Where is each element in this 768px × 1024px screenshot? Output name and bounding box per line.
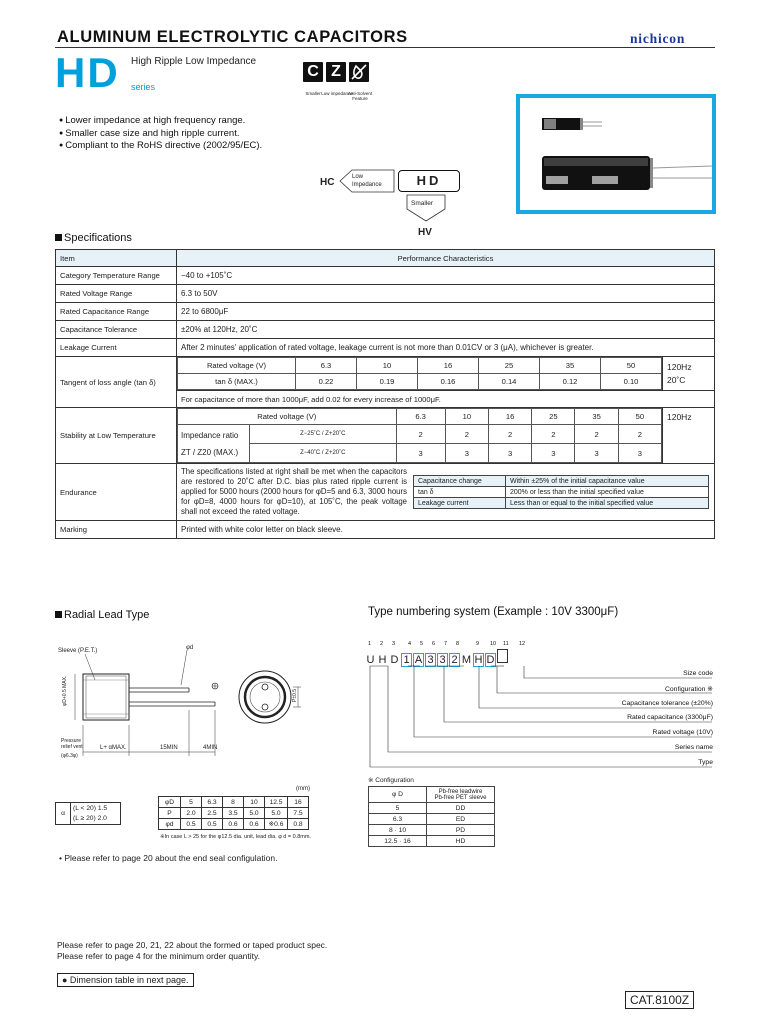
z40-value: 3 — [575, 444, 618, 463]
dim-p-cell: P — [159, 808, 181, 819]
code-char-boxed: A — [414, 654, 423, 666]
config-cell: ED — [427, 814, 495, 825]
radial-lead-drawing — [55, 640, 315, 770]
anti-solvent-caption: Anti-Solvent Feature — [347, 91, 373, 101]
endurance-item-value: Less than or equal to the initial specified value — [506, 498, 709, 509]
voltage-label: Rated Voltage Range — [56, 285, 177, 303]
dim-header: 8 — [223, 797, 244, 808]
tan-voltage: 50 — [601, 358, 662, 374]
position-number: 11 — [503, 641, 509, 647]
config-cell: DD — [427, 803, 495, 814]
config-cell: 8 · 10 — [369, 825, 427, 836]
tan-max-label: tan δ (MAX.) — [178, 374, 296, 390]
endurance-item-name: tan δ — [414, 487, 506, 498]
flow-hd-box — [398, 170, 460, 192]
dim-d-cell: ※0.6 — [265, 819, 288, 830]
dim-d-cell: 0.5 — [202, 819, 223, 830]
tan-temp: 20˚C — [667, 374, 686, 385]
dimension-table — [158, 796, 309, 830]
series-subtitle: High Ripple Low Impedance — [131, 56, 257, 67]
position-number: 4 — [408, 641, 412, 647]
dim-header: 10 — [244, 797, 265, 808]
stability-freq: 120Hz — [663, 408, 715, 464]
flow-hv: HV — [418, 227, 432, 238]
page-title: ALUMINUM ELECTROLYTIC CAPACITORS — [57, 28, 408, 46]
tan-voltage: 10 — [357, 358, 418, 374]
sleeve-label: Sleeve (P.E.T.) — [58, 648, 98, 654]
flow-hc: HC — [320, 177, 335, 188]
series-name-label: Series name — [674, 744, 713, 751]
dim-header: 16 — [288, 797, 309, 808]
specifications-heading: Specifications — [55, 232, 132, 244]
config-cell: HD — [427, 836, 495, 847]
tan-value: 0.16 — [418, 374, 479, 390]
bullet-item: ● Smaller case size and high ripple current. — [59, 128, 262, 141]
radial-lead-heading: Radial Lead Type — [55, 609, 149, 621]
configuration-table — [368, 786, 495, 847]
specifications-table — [55, 249, 715, 539]
flow-low-impedance: Low Impedance — [352, 174, 382, 188]
dim-d-cell: 0.8 — [288, 819, 309, 830]
z40-value: 3 — [618, 444, 661, 463]
stability-label: Stability at Low Temperature — [56, 408, 177, 464]
alpha-row: (L ≥ 20) 2.0 — [71, 814, 121, 825]
tan-label: Tangent of loss angle (tan δ) — [56, 357, 177, 408]
bullet-item: ● Compliant to the RoHS directive (2002/95/EC). — [59, 140, 262, 153]
z25-value: 2 — [488, 425, 531, 444]
voltage-value: 6.3 to 50V — [177, 285, 715, 303]
z25-value: 2 — [532, 425, 575, 444]
flow-smaller: Smaller — [411, 200, 434, 207]
code-char: D — [390, 654, 399, 666]
z40-value: 3 — [488, 444, 531, 463]
stability-voltage: 6.3 — [396, 409, 445, 425]
configuration-label: Configuration ※ — [664, 686, 713, 693]
impedance-ratio-label: Impedance ratio — [181, 430, 239, 440]
capacitance-value: 22 to 6800μF — [177, 303, 715, 321]
z25-value: 2 — [618, 425, 661, 444]
configuration-title: ※ Configuration — [368, 777, 414, 784]
stability-rv-label: Rated voltage (V) — [178, 409, 397, 425]
tan-value: 0.14 — [479, 374, 540, 390]
endurance-item-name: Capacitance change — [414, 476, 506, 487]
rated-voltage-label: Rated voltage (10V) — [652, 729, 713, 736]
dim-note: ※In case L > 25 for the φ12.5 dia. unit, lead dia. φ d = 0.8mm. — [160, 834, 311, 840]
config-cell: 5 — [369, 803, 427, 814]
position-number: 3 — [392, 641, 396, 647]
stability-voltage: 10 — [445, 409, 488, 425]
code-char-boxed: H — [474, 654, 483, 666]
tan-note: For capacitance of more than 1000μF, add 0.02 for every increase of 1000μF. — [177, 391, 715, 408]
code-char-boxed: D — [486, 654, 495, 666]
temp-label: Category Temperature Range — [56, 267, 177, 285]
length-label: L+ αMAX. — [100, 745, 127, 751]
position-number: 6 — [432, 641, 436, 647]
endurance-criteria-table — [413, 475, 709, 509]
size-code-label: Size code — [683, 670, 713, 677]
dim-header: 5 — [181, 797, 202, 808]
tolerance-label: Capacitance Tolerance — [56, 321, 177, 339]
bullet-item: ● Lower impedance at high frequency range. — [59, 115, 262, 128]
position-number: 1 — [368, 641, 372, 647]
dim-d-cell: 0.5 — [181, 819, 202, 830]
tolerance-value: ±20% at 120Hz, 20˚C — [177, 321, 715, 339]
code-char-boxed: 3 — [425, 653, 436, 667]
low-impedance-caption: Low impedance — [321, 91, 353, 96]
tan-value: 0.19 — [357, 374, 418, 390]
dim-header: φD — [159, 797, 181, 808]
code-char-boxed: 3 — [437, 653, 448, 667]
dim-header: 6.3 — [202, 797, 223, 808]
code-char-boxed: 1 — [401, 653, 412, 667]
impedance-ratio-sub: ZT / Z20 (MAX.) — [181, 447, 239, 457]
flow-arrow-down — [406, 194, 446, 222]
dim-d-cell: φd — [159, 819, 181, 830]
position-number: 2 — [380, 641, 384, 647]
product-photo — [516, 94, 716, 214]
lead-dia-label: φd — [186, 645, 194, 651]
tan-voltage: 6.3 — [296, 358, 357, 374]
position-number: 5 — [420, 641, 424, 647]
z25-label: Z−25˚C / Z+20˚C — [250, 425, 397, 444]
pressure-vent-label: Pressure relief vent — [61, 738, 83, 750]
z40-value: 3 — [532, 444, 575, 463]
item-header: Item — [56, 250, 177, 267]
code-char: M — [461, 654, 472, 666]
dim-p-cell: 3.5 — [223, 808, 244, 819]
smaller-feature-icon: C — [303, 62, 323, 82]
lead-length-4: 4MIN — [203, 745, 218, 751]
dim-p-cell: 5.0 — [244, 808, 265, 819]
tolerance-code-label: Capacitance tolerance (±20%) — [621, 700, 713, 707]
type-numbering-heading: Type numbering system (Example : 10V 3300μF) — [368, 606, 619, 618]
code-char: H — [378, 654, 387, 666]
type-label: Type — [698, 759, 713, 766]
config-head-leadwire: Pb-free leadwire — [438, 788, 483, 795]
pitch-label: P±0.5 — [292, 688, 298, 702]
brand-logo: nichicon — [630, 31, 686, 46]
stability-voltage: 16 — [488, 409, 531, 425]
feature-bullets — [59, 115, 262, 153]
z25-value: 2 — [445, 425, 488, 444]
dim-d-cell: 0.6 — [244, 819, 265, 830]
unit-label: (mm) — [296, 786, 310, 792]
position-number: 9 — [476, 641, 480, 647]
tan-voltage: 35 — [540, 358, 601, 374]
endurance-label: Endurance — [56, 464, 177, 521]
dim-p-cell: 7.5 — [288, 808, 309, 819]
dim-p-cell: 5.0 — [265, 808, 288, 819]
capacitance-label: Rated Capacitance Range — [56, 303, 177, 321]
stability-voltage: 50 — [618, 409, 661, 425]
config-cell: 12.5 · 16 — [369, 836, 427, 847]
footer-note-2: Please refer to page 4 for the minimum order quantity. — [57, 951, 260, 961]
alpha-table — [55, 802, 121, 825]
dim-p-cell: 2.0 — [181, 808, 202, 819]
tan-table — [177, 357, 662, 390]
pressure-vent-note: (φ6.3φ) — [61, 753, 78, 759]
marking-value: Printed with white color letter on black sleeve. — [177, 521, 715, 539]
z25-value: 2 — [575, 425, 618, 444]
rated-capacitance-label: Rated capacitance (3300μF) — [627, 714, 713, 721]
endurance-text: The specifications listed at right shall be met when the capacitors are restored to 20˚C after D.C. bias plus rated ripple current is applied for 5000 hours (2000 hours for φD=5 and 6.3, 3000 hours for φD=8, 4000 hours for φD=10), at 105˚C, the peak voltage shall not exceed the rated voltage. — [181, 467, 407, 516]
end-seal-note: • Please refer to page 20 about the end seal configulation. — [59, 853, 278, 863]
flow-hd-label: HD — [416, 173, 442, 188]
config-head-phi: φ D — [369, 787, 427, 803]
endurance-item-value: 200% or less than the initial specified value — [506, 487, 709, 498]
leakage-label: Leakage Current — [56, 339, 177, 357]
tan-freq: 120Hz — [667, 361, 692, 372]
anti-solvent-feature-icon — [349, 62, 369, 82]
tan-voltage: 25 — [479, 358, 540, 374]
body-dia-label: φD+0.5 MAX. — [62, 675, 68, 706]
code-char: U — [366, 654, 375, 666]
config-cell: PD — [427, 825, 495, 836]
dim-header: 12.5 — [265, 797, 288, 808]
tan-voltage: 16 — [418, 358, 479, 374]
stability-table — [177, 408, 662, 463]
z40-label: Z−40˚C / Z+20˚C — [250, 444, 397, 463]
code-char-boxed: 2 — [449, 653, 460, 667]
z40-value: 3 — [396, 444, 445, 463]
code-char-boxed — [497, 649, 508, 663]
tan-value: 0.12 — [540, 374, 601, 390]
alpha-symbol: α — [56, 803, 71, 825]
tan-value: 0.22 — [296, 374, 357, 390]
series-word: series — [131, 82, 156, 92]
position-number: 8 — [456, 641, 460, 647]
position-number: 10 — [490, 641, 497, 647]
series-code: HD — [55, 49, 120, 96]
low-impedance-feature-icon: Z — [326, 62, 346, 82]
dim-p-cell: 2.5 — [202, 808, 223, 819]
footer-note-1: Please refer to page 20, 21, 22 about the formed or taped product spec. — [57, 940, 328, 950]
leakage-value: After 2 minutes' application of rated voltage, leakage current is not more than 0.01CV or 3 (μA), whichever is greater. — [177, 339, 715, 357]
stability-voltage: 35 — [575, 409, 618, 425]
lead-length-15: 15MIN — [160, 745, 178, 751]
marking-label: Marking — [56, 521, 177, 539]
tan-value: 0.10 — [601, 374, 662, 390]
config-cell: 6.3 — [369, 814, 427, 825]
z25-value: 2 — [396, 425, 445, 444]
stability-voltage: 25 — [532, 409, 575, 425]
endurance-item-value: Within ±25% of the initial capacitance value — [506, 476, 709, 487]
temp-value: −40 to +105˚C — [177, 267, 715, 285]
tan-rv-label: Rated voltage (V) — [178, 358, 296, 374]
alpha-row: (L < 20) 1.5 — [71, 803, 121, 814]
title-rule — [55, 47, 715, 48]
endurance-item-name: Leakage current — [414, 498, 506, 509]
config-head-sleeve: Pb-free PET sleeve — [434, 794, 487, 801]
dim-d-cell: 0.6 — [223, 819, 244, 830]
performance-header: Performance Characteristics — [177, 250, 715, 267]
smaller-caption: Smaller — [305, 91, 321, 96]
z40-value: 3 — [445, 444, 488, 463]
dimension-next-note: ● Dimension table in next page. — [57, 973, 194, 987]
position-number: 7 — [444, 641, 448, 647]
catalog-number: CAT.8100Z — [625, 991, 694, 1009]
position-number: 12 — [519, 641, 526, 647]
